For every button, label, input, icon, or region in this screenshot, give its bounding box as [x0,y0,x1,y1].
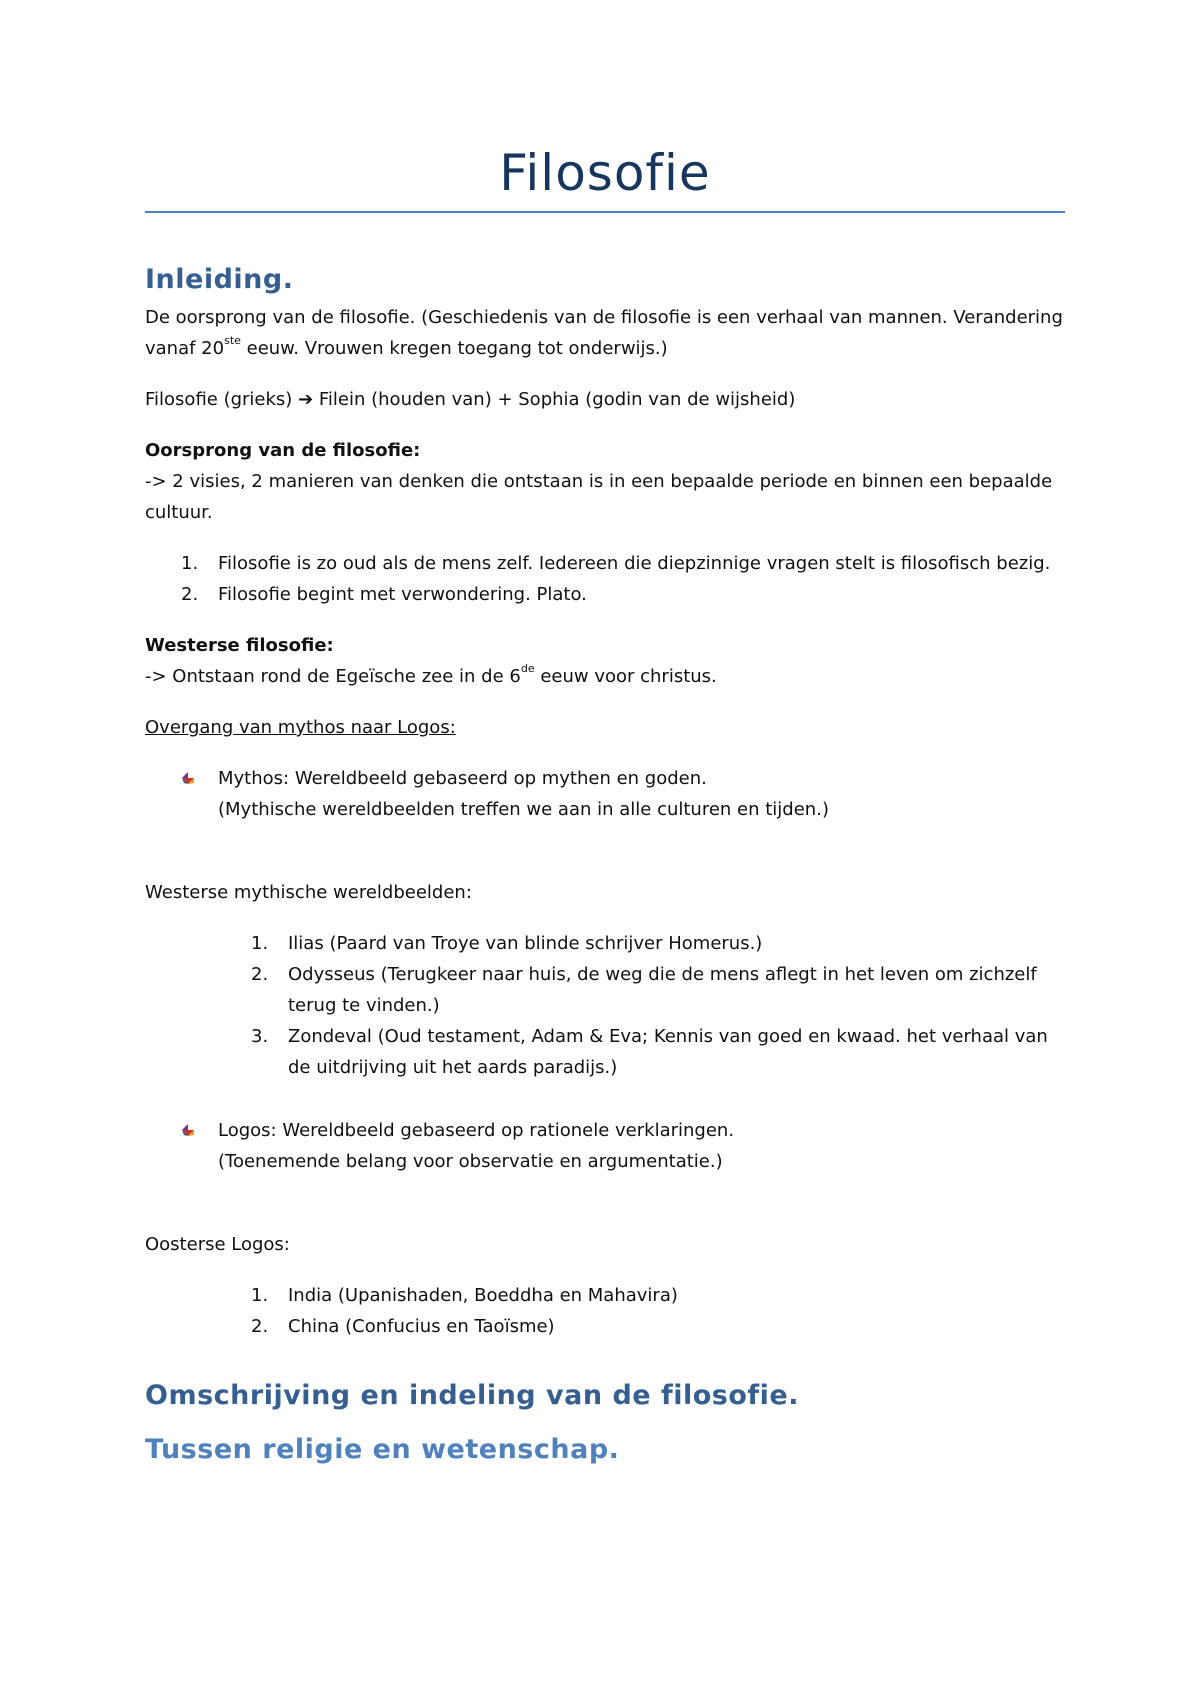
oorsprong-line-1: -> 2 visies, 2 manieren van denken die ontstaan is in een bepaalde periode en binnen een bepaalde [145,471,1053,492]
oosterse-list [145,1280,1065,1342]
intro-line-2-pre: vanaf 20 [145,338,225,359]
logos-line-1: Logos: Wereldbeeld gebaseerd op rationele verklaringen. [218,1120,735,1141]
list-item-text: India (Upanishaden, Boeddha en Mahavira) [288,1285,678,1306]
oorsprong-heading: Oorsprong van de filosofie: [145,440,421,461]
list-item-text: Ilias (Paard van Troye van blinde schrijver Homerus.) [288,933,763,954]
westerse-post: eeuw voor christus. [534,666,717,687]
intro-sup: ste [224,334,241,347]
etymology-pre: Filosofie (grieks) [145,389,299,410]
intro-line-2-post: eeuw. Vrouwen kregen toegang tot onderwijs.) [240,338,668,359]
arrow-bullet-icon [180,1123,196,1139]
oorsprong-line-2: cultuur. [145,502,213,523]
list-item [145,1311,1065,1342]
list-number: 3. [251,1026,269,1047]
westerse-sup: de [520,662,535,675]
list-item [145,1280,1065,1311]
right-arrow-icon: ➔ [298,389,314,410]
heading-tussen: Tussen religie en wetenschap. [145,1434,620,1465]
list-item [145,548,1065,579]
westerse-myth-heading: Westerse mythische wereldbeelden: [145,882,472,903]
visies-list [145,548,1065,610]
heading-omschrijving: Omschrijving en indeling van de filosofie. [145,1380,799,1411]
westerse-line [145,661,1065,692]
list-item-text: Filosofie is zo oud als de mens zelf. Iedereen die diepzinnige vragen stelt is filosofisch bezig. [218,553,1051,574]
myths-list [145,928,1065,1083]
mythos-line-2: (Mythische wereldbeelden treffen we aan in alle culturen en tijden.) [218,799,829,820]
logos-bullet [145,1115,1065,1177]
list-item-text-cont: terug te vinden.) [288,995,440,1016]
list-item-text: Zondeval (Oud testament, Adam & Eva; Kennis van goed en kwaad. het verhaal van [288,1026,1048,1047]
westerse-pre: -> Ontstaan rond de Egeïsche zee in de 6 [145,666,521,687]
list-number: 1. [181,553,199,574]
title-underline [145,211,1065,213]
list-item-text: Filosofie begint met verwondering. Plato. [218,584,587,605]
list-item [145,1021,1065,1083]
list-item [145,959,1065,1021]
heading-inleiding: Inleiding. [145,264,294,295]
list-item [145,579,1065,610]
list-number: 1. [251,1285,269,1306]
list-item [145,928,1065,959]
list-item-text: Odysseus (Terugkeer naar huis, de weg die de mens aflegt in het leven om zichzelf [288,964,1037,985]
list-number: 2. [181,584,199,605]
westerse-heading: Westerse filosofie: [145,635,334,656]
etymology-line [145,384,1065,415]
intro-paragraph [145,302,1065,364]
arrow-bullet-icon [180,771,196,787]
list-item-text-cont: de uitdrijving uit het aards paradijs.) [288,1057,618,1078]
document-title: Filosofie [499,144,711,202]
list-number: 2. [251,964,269,985]
overgang-heading: Overgang van mythos naar Logos: [145,717,456,738]
intro-line-1: De oorsprong van de filosofie. (Geschiedenis van de filosofie is een verhaal van mannen. Verandering [145,307,1063,328]
logos-line-2: (Toenemende belang voor observatie en argumentatie.) [218,1151,723,1172]
oorsprong-paragraph [145,466,1065,528]
mythos-line-1: Mythos: Wereldbeeld gebaseerd op mythen en goden. [218,768,707,789]
oosterse-heading: Oosterse Logos: [145,1234,290,1255]
etymology-post: Filein (houden van) + Sophia (godin van de wijsheid) [313,389,796,410]
list-number: 1. [251,933,269,954]
list-number: 2. [251,1316,269,1337]
mythos-bullet [145,763,1065,825]
document-body [145,258,1065,1472]
list-item-text: China (Confucius en Taoïsme) [288,1316,555,1337]
